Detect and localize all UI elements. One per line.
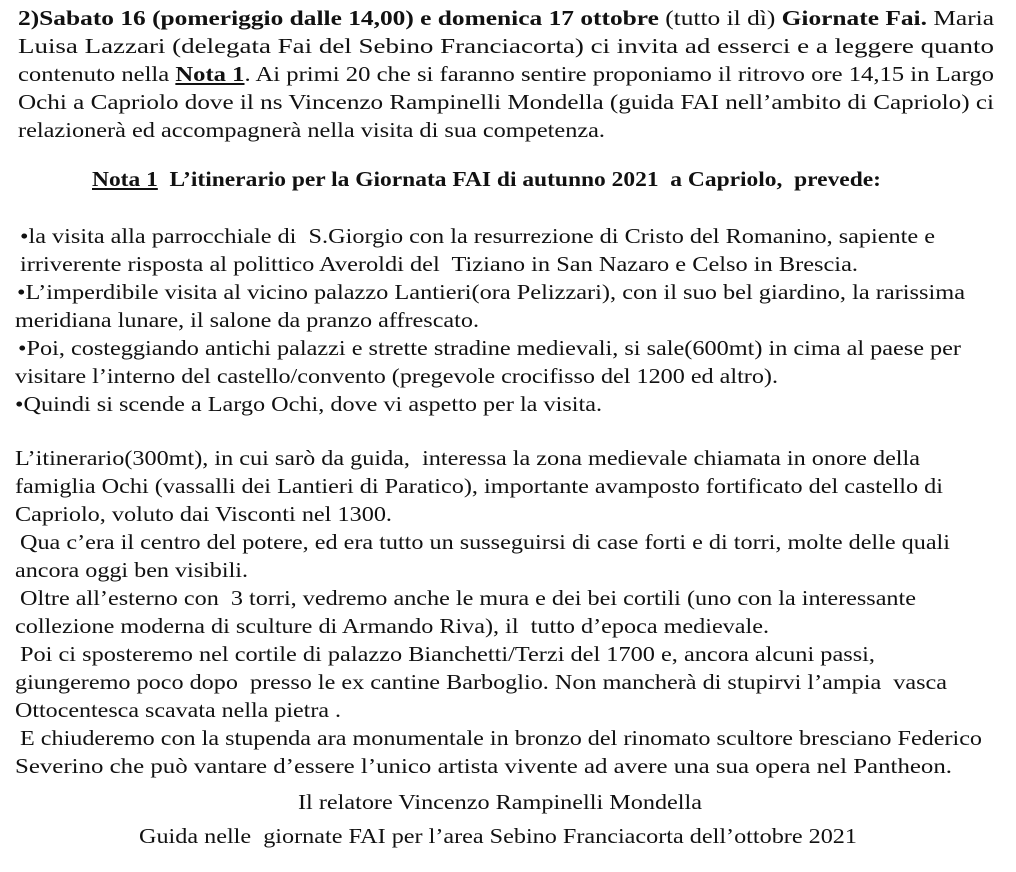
note-title: L’itinerario per la Giornata FAI di autunno 2021 a Capriolo, prevede: [157, 167, 882, 191]
intro-line-5: relazionerà ed accompagnerà nella visita di sua competenza. [18, 118, 605, 142]
intro-line-1 [18, 4, 994, 32]
bullet-1-line-1: •la visita alla parrocchiale di S.Giorgio con la resurrezione di Cristo del Romanino, sapiente e [20, 224, 935, 248]
signature-relatore: Il relatore Vincenzo Rampinelli Mondella [298, 790, 702, 814]
bullet-2-line-1: •L’imperdibile visita al vicino palazzo Lantieri(ora Pelizzari), con il suo bel giardino, la rarissima [17, 280, 966, 304]
itinerary-p4-line-3: Ottocentesca scavata nella pietra . [15, 698, 341, 722]
bullet-3-line-1: •Poi, costeggiando antichi palazzi e strette stradine medievali, si sale(600mt) in cima al paese per [18, 336, 961, 360]
itinerary-p1-line-2: famiglia Ochi (vassalli dei Lantieri di Paratico), importante avamposto fortificato del castello di [15, 474, 944, 498]
note-heading [92, 165, 881, 193]
intro-line-2: Luisa Lazzari (delegata Fai del Sebino Franciacorta) ci invita ad esserci e a leggere quanto [18, 34, 995, 58]
itinerary-p1-line-3: Capriolo, voluto dai Visconti nel 1300. [15, 502, 392, 526]
itinerary-p3-line-2: collezione moderna di sculture di Armando Riva), il tutto d’epoca medievale. [15, 614, 769, 638]
intro-dates: Sabato 16 (pomeriggio dalle 14,00) e domenica 17 ottobre [39, 6, 659, 30]
itinerary-p2-line-1: Qua c’era il centro del potere, ed era tutto un susseguirsi di case forti e di torri, molte delle quali [20, 530, 950, 554]
intro-line-3 [18, 60, 994, 88]
intro-number: 2) [18, 6, 40, 30]
bullet-2-line-2: meridiana lunare, il salone da pranzo affrescato. [15, 308, 479, 332]
intro-date-note: (tutto il dì) [658, 6, 782, 30]
bullet-3-line-2: visitare l’interno del castello/convento (pregevole crocifisso del 1200 ed altro). [15, 364, 778, 388]
signature-guida: Guida nelle giornate FAI per l’area Sebino Franciacorta dell’ottobre 2021 [139, 824, 857, 848]
bullet-4-line-1: •Quindi si scende a Largo Ochi, dove vi aspetto per la visita. [15, 392, 602, 416]
itinerary-p4-line-1: Poi ci sposteremo nel cortile di palazzo Bianchetti/Terzi del 1700 e, ancora alcuni passi, [20, 642, 875, 666]
itinerary-p5-line-1: E chiuderemo con la stupenda ara monumentale in bronzo del rinomato scultore bresciano Federico [20, 726, 982, 750]
itinerary-p2-line-2: ancora oggi ben visibili. [15, 558, 248, 582]
intro-line-3-end: . Ai primi 20 che si faranno sentire proponiamo il ritrovo ore 14,15 in Largo [244, 62, 994, 86]
nota-1-reference: Nota 1 [175, 62, 245, 86]
bullet-1-line-2: irriverente risposta al polittico Averoldi del Tiziano in San Nazaro e Celso in Brescia. [20, 252, 858, 276]
intro-line-1-tail: Maria [926, 6, 994, 30]
note-label: Nota 1 [92, 167, 158, 191]
intro-line-4: Ochi a Capriolo dove il ns Vincenzo Rampinelli Mondella (guida FAI nell’ambito di Capriolo) ci [18, 90, 994, 114]
itinerary-p3-line-1: Oltre all’esterno con 3 torri, vedremo anche le mura e dei bei cortili (uno con la interessante [20, 586, 917, 610]
intro-line-3-start: contenuto nella [18, 62, 176, 86]
itinerary-p4-line-2: giungeremo poco dopo presso le ex cantine Barboglio. Non mancherà di stupirvi l’ampia vasca [15, 670, 947, 694]
itinerary-p1-line-1: L’itinerario(300mt), in cui sarò da guida, interessa la zona medievale chiamata in onore della [15, 446, 920, 470]
itinerary-p5-line-2: Severino che può vantare d’essere l’unico artista vivente ad avere una sua opera nel Pantheon. [15, 754, 952, 778]
intro-event: Giornate Fai. [781, 6, 927, 30]
